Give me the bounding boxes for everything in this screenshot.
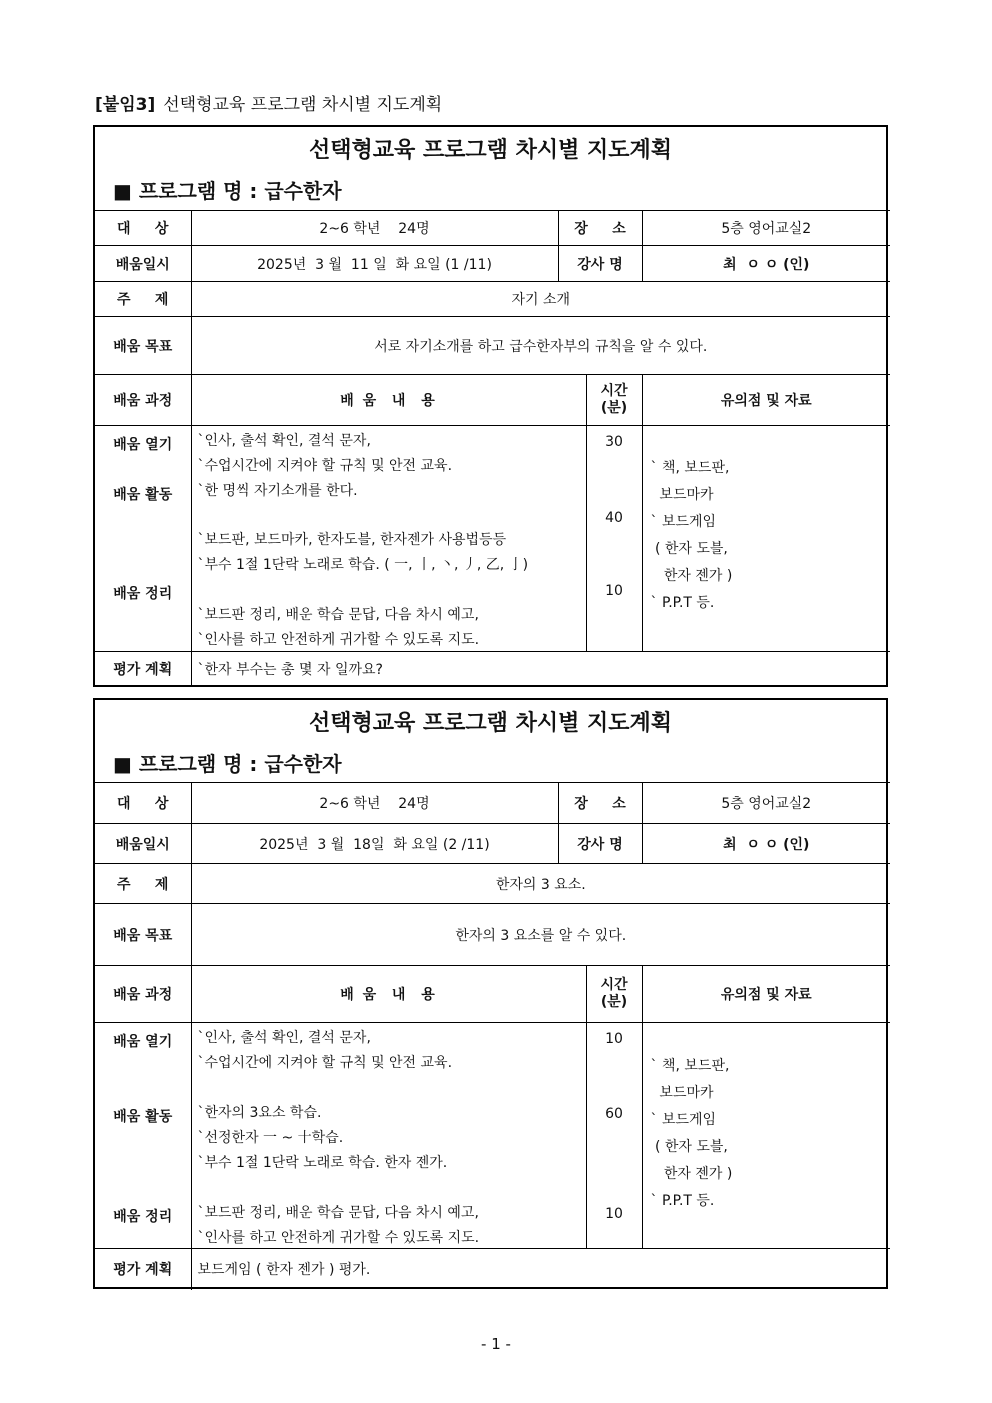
stage-activity: 배움 활동 bbox=[113, 487, 173, 503]
stage-open: 배움 열기 bbox=[113, 437, 173, 453]
materials-text: ` 책, 보드판, 보드마카 ` 보드게임 ( 한자 도블, 한자 젠가 ) ` P.P.T 등. bbox=[650, 460, 733, 611]
target-label: 대 상 bbox=[95, 211, 191, 246]
teacher-value: 최 ㅇ ㅇ (인) bbox=[642, 246, 890, 282]
time-open: 30 bbox=[605, 434, 623, 450]
goal-value: 서로 자기소개를 하고 급수한자부의 규칙을 알 수 있다. bbox=[191, 317, 890, 375]
content-line: `보드판, 보드마카, 한자도블, 한자젠가 사용법등등 bbox=[197, 532, 507, 548]
teacher-label: 강사 명 bbox=[558, 824, 642, 864]
stage-activity: 배움 활동 bbox=[113, 1109, 173, 1125]
stages-cell bbox=[95, 426, 191, 652]
time-activity: 60 bbox=[605, 1106, 623, 1122]
goal-value: 한자의 3 요소를 알 수 있다. bbox=[191, 904, 890, 966]
page-number: - 1 - bbox=[481, 1335, 511, 1353]
materials-header: 유의점 및 자료 bbox=[642, 966, 890, 1023]
content-line: `한자의 3요소 학습. bbox=[197, 1105, 322, 1121]
contents-cell bbox=[191, 426, 586, 652]
evaluation-value: `한자 부수는 총 몇 자 일까요? bbox=[191, 652, 890, 687]
target-value: 2~6 학년 24명 bbox=[191, 783, 558, 824]
times-cell bbox=[586, 426, 642, 652]
goal-label: 배움 목표 bbox=[95, 904, 191, 966]
materials-header: 유의점 및 자료 bbox=[642, 375, 890, 426]
place-value: 5층 영어교실2 bbox=[642, 211, 890, 246]
materials-cell bbox=[642, 426, 890, 652]
contents-header: 배 움 내 용 bbox=[191, 375, 586, 426]
stage-open: 배움 열기 bbox=[113, 1034, 173, 1050]
plan-title: 선택형교육 프로그램 차시별 지도계획 bbox=[308, 711, 672, 736]
content-line: `인사를 하고 안전하게 귀가할 수 있도록 지도. bbox=[197, 1230, 480, 1246]
program-name: ■ 프로그램 명 : 급수한자 bbox=[113, 179, 342, 203]
process-label: 배움 과정 bbox=[95, 966, 191, 1023]
contents-header: 배 움 내 용 bbox=[191, 966, 586, 1023]
stage-close: 배움 정리 bbox=[113, 1209, 173, 1225]
date-value: 2025년 3 월 18일 화 요일 (2 /11) bbox=[191, 824, 558, 864]
evaluation-label: 평가 계획 bbox=[95, 652, 191, 687]
date-value: 2025년 3 월 11 일 화 요일 (1 /11) bbox=[191, 246, 558, 282]
time-close: 10 bbox=[605, 1206, 623, 1222]
time-header: 시간 (분) bbox=[586, 966, 642, 1023]
stage-close: 배움 정리 bbox=[113, 586, 173, 602]
content-line: `인사, 출석 확인, 결석 문자, bbox=[197, 1030, 371, 1046]
content-line: `부수 1절 1단락 노래로 학습. ( 一, 丨, 丶, 丿, 乙, 亅) bbox=[197, 557, 529, 573]
time-header: 시간 (분) bbox=[586, 375, 642, 426]
goal-label: 배움 목표 bbox=[95, 317, 191, 375]
topic-value: 한자의 3 요소. bbox=[191, 864, 890, 904]
attachment-heading bbox=[95, 90, 442, 115]
content-line: `인사를 하고 안전하게 귀가할 수 있도록 지도. bbox=[197, 632, 480, 648]
content-line: `한 명씩 자기소개를 한다. bbox=[197, 483, 358, 499]
time-open: 10 bbox=[605, 1031, 623, 1047]
materials-text: ` 책, 보드판, 보드마카 ` 보드게임 ( 한자 도블, 한자 젠가 ) ` P.P.T 등. bbox=[650, 1058, 733, 1209]
content-line: `수업시간에 지켜야 할 규칙 및 안전 교육. bbox=[197, 1055, 453, 1071]
contents-cell bbox=[191, 1023, 586, 1249]
content-line: `선정한자 一 ~ 十학습. bbox=[197, 1130, 344, 1146]
date-label: 배움일시 bbox=[95, 246, 191, 282]
plan-table bbox=[95, 210, 890, 687]
time-activity: 40 bbox=[605, 510, 623, 526]
date-label: 배움일시 bbox=[95, 824, 191, 864]
attachment-title: 선택형교육 프로그램 차시별 지도계획 bbox=[163, 95, 443, 115]
process-label: 배움 과정 bbox=[95, 375, 191, 426]
content-line: `보드판 정리, 배운 학습 문답, 다음 차시 예고, bbox=[197, 607, 479, 623]
content-line: `인사, 출석 확인, 결석 문자, bbox=[197, 433, 371, 449]
materials-cell bbox=[642, 1023, 890, 1249]
topic-label: 주 제 bbox=[95, 864, 191, 904]
content-line: `부수 1절 1단락 노래로 학습. 한자 젠가. bbox=[197, 1155, 448, 1171]
teacher-value: 최 ㅇ ㅇ (인) bbox=[642, 824, 890, 864]
session-plan-1 bbox=[93, 125, 888, 687]
evaluation-label: 평가 계획 bbox=[95, 1249, 191, 1290]
time-close: 10 bbox=[605, 583, 623, 599]
plan-table bbox=[95, 782, 890, 1290]
target-value: 2~6 학년 24명 bbox=[191, 211, 558, 246]
content-line: `보드판 정리, 배운 학습 문답, 다음 차시 예고, bbox=[197, 1205, 479, 1221]
place-label: 장 소 bbox=[558, 783, 642, 824]
topic-label: 주 제 bbox=[95, 282, 191, 317]
times-cell bbox=[586, 1023, 642, 1249]
place-value: 5층 영어교실2 bbox=[642, 783, 890, 824]
place-label: 장 소 bbox=[558, 211, 642, 246]
stages-cell bbox=[95, 1023, 191, 1249]
teacher-label: 강사 명 bbox=[558, 246, 642, 282]
content-line: `수업시간에 지켜야 할 규칙 및 안전 교육. bbox=[197, 458, 453, 474]
attachment-tag: [붙임3] bbox=[95, 95, 156, 115]
topic-value: 자기 소개 bbox=[191, 282, 890, 317]
evaluation-value: 보드게임 ( 한자 젠가 ) 평가. bbox=[191, 1249, 890, 1290]
target-label: 대 상 bbox=[95, 783, 191, 824]
plan-title: 선택형교육 프로그램 차시별 지도계획 bbox=[308, 138, 672, 163]
session-plan-2 bbox=[93, 698, 888, 1289]
program-name: ■ 프로그램 명 : 급수한자 bbox=[113, 752, 342, 776]
